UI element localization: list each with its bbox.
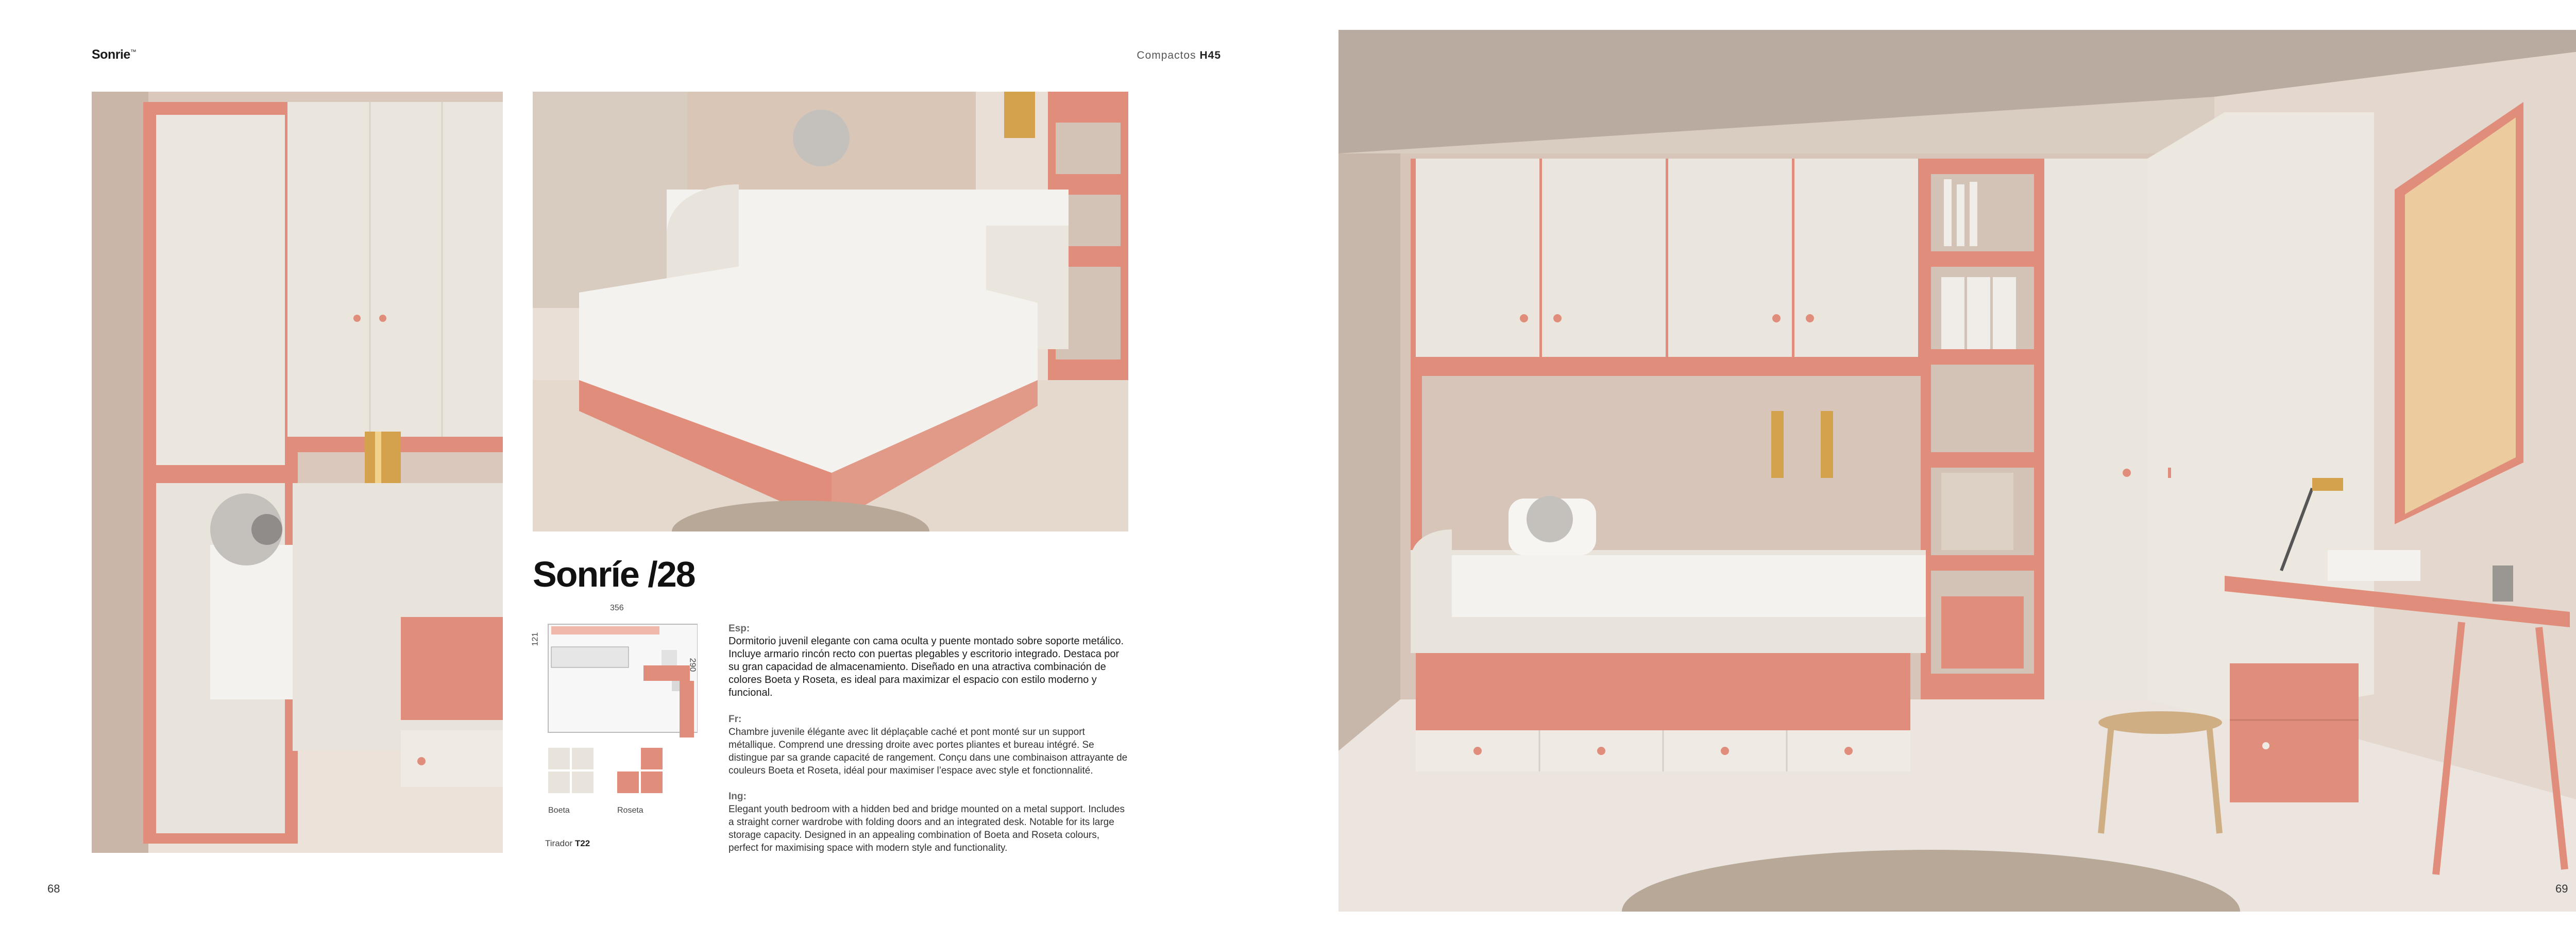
description-fr-text: Chambre juvenile élégante avec lit déplaçable caché et pont monté sur un support métallique. Comprend une dressing droite avec portes pliantes et bureau intégré. Se distingue par sa grande capacité de rangement. Conçu dans une combinaison attrayante de couleurs Boeta et Roseta, idéal pour maximiser l’espace avec style et fonctionnalité. xyxy=(728,727,1128,776)
page-number-left: 68 xyxy=(47,882,60,895)
handle-code: T22 xyxy=(574,838,590,848)
description-fr-lang: Fr: xyxy=(728,714,742,725)
section-label xyxy=(1123,49,1221,62)
photo-full-room-illustration xyxy=(1338,30,2576,912)
handle-info xyxy=(545,838,590,849)
brand-name: Sonrie xyxy=(92,47,130,62)
dimension-depth: 121 xyxy=(531,632,540,646)
description-es xyxy=(728,622,1130,699)
section-prefix: Compactos xyxy=(1137,49,1196,61)
brand-trademark: ™ xyxy=(130,48,137,56)
swatch-roseta xyxy=(617,748,665,815)
dimension-height: 290 xyxy=(688,658,697,672)
description-en-lang: Ing: xyxy=(728,791,747,802)
photo-full-room xyxy=(1338,30,2576,912)
dimension-width: 356 xyxy=(610,604,624,612)
swatch-boeta-chip xyxy=(548,748,595,794)
description-fr xyxy=(728,713,1130,777)
swatch-roseta-label: Roseta xyxy=(617,806,643,815)
handle-label: Tirador xyxy=(545,838,573,848)
page-number-right: 69 xyxy=(2555,882,2568,895)
photo-side-view xyxy=(92,92,503,853)
description-en xyxy=(728,790,1130,854)
swatch-boeta xyxy=(548,748,595,815)
photo-side-view-illustration xyxy=(92,92,503,853)
description-es-text: Dormitorio juvenil elegante con cama oculta y puente montado sobre soporte metálico. Incluye armario rincón recto con puertas plegables y escritorio integrado. Destaca por su gran capacidad de almacenamiento. Diseñado en una atractiva combinación de colores Boeta y Roseta, es ideal para maximizar el espacio con estilo moderno y funcional. xyxy=(728,636,1124,698)
floor-plan xyxy=(533,604,698,738)
floor-plan-drawing xyxy=(533,604,698,738)
swatch-boeta-label: Boeta xyxy=(548,806,570,815)
section-code: H45 xyxy=(1199,49,1221,61)
description-es-lang: Esp: xyxy=(728,623,750,634)
photo-trundle-detail xyxy=(533,92,1128,531)
swatch-roseta-chip xyxy=(617,748,665,794)
photo-trundle-illustration xyxy=(533,92,1128,531)
description-en-text: Elegant youth bedroom with a hidden bed and bridge mounted on a metal support. Includes a straight corner wardrobe with folding doors and an integrated desk. Notable for its large storage capacity. Designed in an appealing combination of Boeta and Roseta colours, perfect for maximising space with modern style and functionality. xyxy=(728,804,1125,853)
brand-logo xyxy=(92,47,136,62)
product-title: Sonríe /28 xyxy=(533,554,695,594)
